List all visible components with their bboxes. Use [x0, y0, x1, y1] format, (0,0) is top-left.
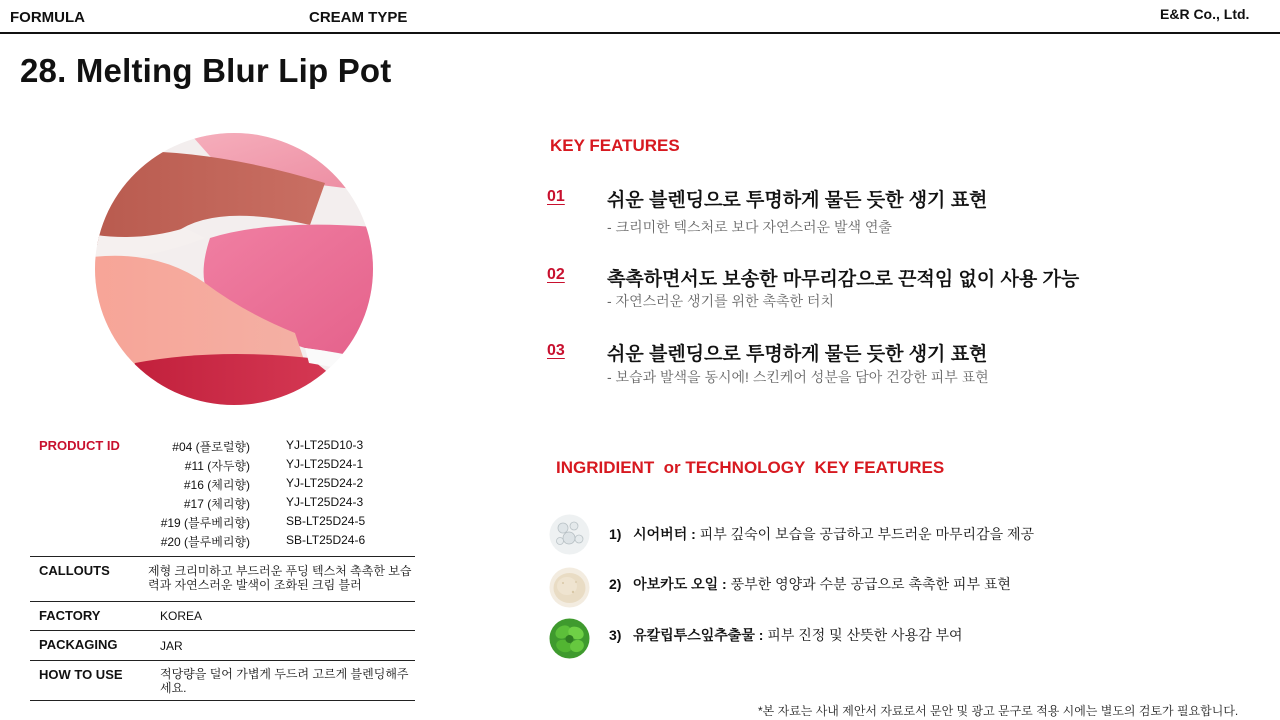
product-variant-code: YJ-LT25D24-1 [286, 457, 364, 471]
ingredient-desc: 피부 진정 및 산뜻한 사용감 부여 [763, 627, 963, 643]
ingredient-name: 아보카도 오일 : [633, 576, 727, 592]
feature-subtext: - 보습과 발색을 동시에! 스킨케어 성분을 담아 건강한 피부 표현 [607, 369, 989, 385]
product-variant-name: #04 (플로럴향) [172, 440, 250, 454]
callouts-value: 제형 크리미하고 부드러운 푸딩 텍스처 촉촉한 보습력과 자연스러운 발색이 조화된 크림 블러 [148, 564, 412, 592]
footnote: *본 자료는 사내 제안서 자료로서 문안 및 광고 문구로 적용 시에는 별도의 검토가 필요합니다. [758, 704, 1239, 718]
ingredient-item [609, 574, 1011, 594]
divider [30, 601, 415, 602]
feature-heading: 쉬운 블렌딩으로 투명하게 물든 듯한 생기 표현 [607, 190, 988, 211]
ingredient-number: 2) [609, 576, 622, 592]
factory-value: KOREA [160, 609, 203, 623]
lip-swatch-image [95, 133, 373, 405]
product-variant-code: YJ-LT25D10-3 [286, 438, 364, 452]
header-bar [0, 0, 1280, 34]
feature-number: 02 [547, 266, 565, 283]
feature-number: 03 [547, 342, 565, 359]
shea-butter-icon [549, 514, 590, 555]
divider [30, 660, 415, 661]
product-variant-name: #17 (체리향) [183, 497, 250, 511]
ingredient-name: 유칼립투스잎추출물 : [633, 627, 764, 643]
ingredient-name: 시어버터 : [633, 526, 696, 542]
ingredient-number: 3) [609, 627, 622, 643]
product-variant-code: YJ-LT25D24-3 [286, 495, 364, 509]
divider [30, 556, 415, 557]
eucalyptus-leaf-icon [549, 618, 590, 659]
feature-subtext: - 자연스러운 생기를 위한 촉촉한 터치 [607, 293, 834, 309]
ingredient-item [609, 625, 963, 645]
how-to-use-value: 적당량을 덜어 가볍게 두드려 고르게 블렌딩해주세요. [160, 667, 409, 695]
product-variant-name: #19 (블루베리향) [160, 516, 250, 530]
feature-heading: 쉬운 블렌딩으로 투명하게 물든 듯한 생기 표현 [607, 344, 988, 365]
page-title: 28. Melting Blur Lip Pot [20, 52, 392, 89]
ingredient-desc: 피부 깊숙이 보습을 공급하고 부드러운 마무리감을 제공 [695, 526, 1035, 542]
ingredient-item [609, 524, 1034, 544]
product-variant-code: SB-LT25D24-6 [286, 533, 366, 547]
divider [30, 630, 415, 631]
company-name: E&R Co., Ltd. [1160, 6, 1250, 22]
packaging-value: JAR [160, 639, 183, 653]
callouts-label: CALLOUTS [39, 563, 110, 578]
ingredient-title: INGRIDIENT or TECHNOLOGY KEY FEATURES [556, 458, 945, 477]
cream-type-label: CREAM TYPE [309, 9, 408, 26]
feature-subtext: - 크리미한 텍스처로 보다 자연스러운 발색 연출 [607, 219, 892, 235]
product-variant-name: #11 (자두향) [184, 459, 250, 473]
packaging-label: PACKAGING [39, 637, 118, 652]
product-variant-name: #20 (블루베리향) [160, 535, 250, 549]
ingredient-number: 1) [609, 526, 622, 542]
product-variant-code: SB-LT25D24-5 [286, 514, 366, 528]
feature-heading: 촉촉하면서도 보송한 마무리감으로 끈적임 없이 사용 가능 [607, 269, 1080, 290]
divider [30, 700, 415, 701]
feature-number: 01 [547, 188, 565, 205]
product-variant-code: YJ-LT25D24-2 [286, 476, 364, 490]
product-id-label: PRODUCT ID [39, 438, 120, 453]
factory-label: FACTORY [39, 608, 101, 623]
avocado-oil-icon [549, 567, 590, 608]
how-to-use-label: HOW TO USE [39, 667, 123, 682]
product-variant-name: #16 (체리향) [183, 478, 250, 492]
ingredient-desc: 풍부한 영양과 수분 공급으로 촉촉한 피부 표현 [726, 576, 1011, 592]
key-features-title: KEY FEATURES [550, 136, 680, 155]
formula-label: FORMULA [10, 9, 85, 26]
